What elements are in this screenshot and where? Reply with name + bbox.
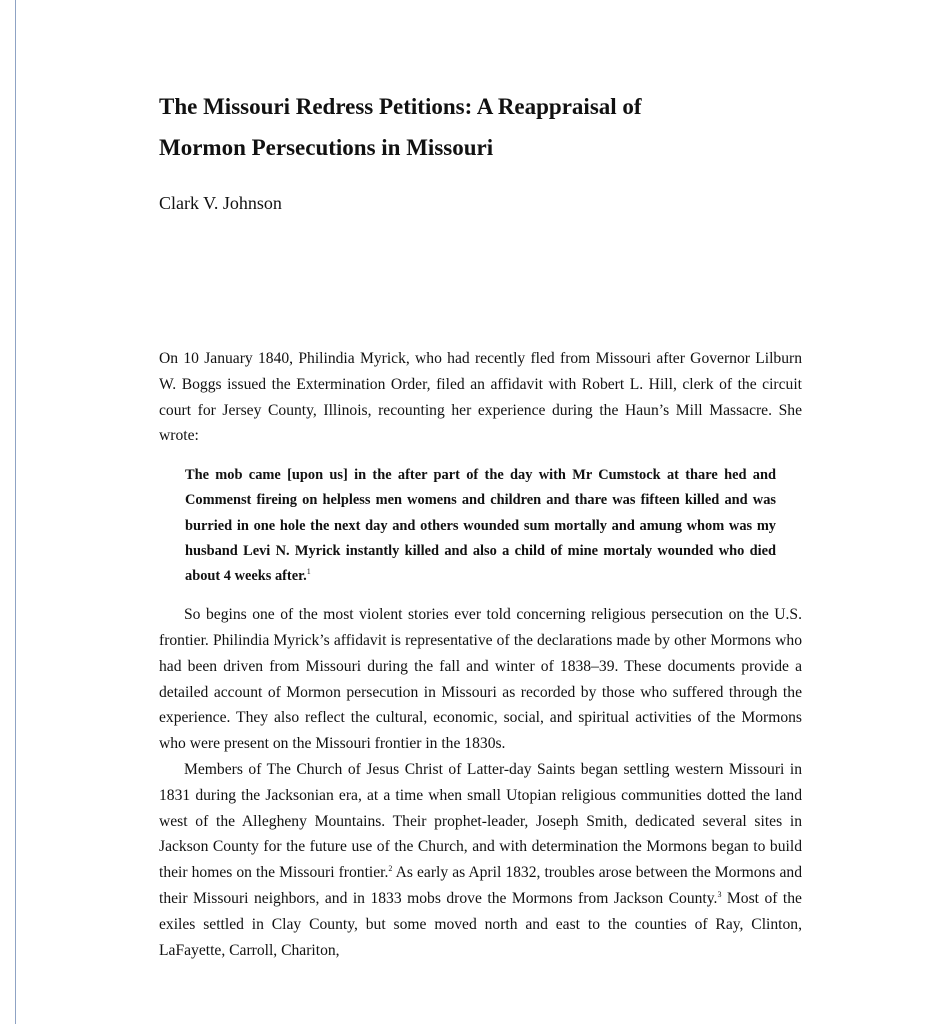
block-quote	[185, 463, 776, 589]
quote-text: The mob came [upon us] in the after part of the day with Mr Cumstock at thare hed and Commenst fireing on helpless men womens and children and thare was fifteen killed and was burried in one hole the next day and others wounded sum mortally and amung whom was my husband Levi N. Myrick instantly killed and also a child of mine mortaly wounded who died about 4 weeks after.	[185, 467, 776, 584]
page-left-edge	[15, 0, 16, 1024]
article-content	[159, 86, 802, 963]
paragraph-3	[159, 757, 802, 963]
intro-paragraph: On 10 January 1840, Philindia Myrick, who had recently fled from Missouri after Governor Lilburn W. Boggs issued the Extermination Order, filed an affidavit with Robert L. Hill, clerk of the circuit court for Jersey County, Illinois, recounting her experience during the Haun’s Mill Massacre. She wrote:	[159, 350, 802, 445]
article-body	[159, 346, 802, 963]
paragraph-2: So begins one of the most violent stories ever told concerning religious persecution on the U.S. frontier. Philindia Myrick’s affidavit is representative of the declarations made by other Mormons who had been driven from Missouri during the fall and winter of 1838–39. These documents provide a detailed account of Mormon persecution in Missouri as recorded by those who suffered through the experience. They also reflect the cultural, economic, social, and spiritual activities of the Mormons who were present on the Missouri frontier in the 1830s.	[159, 606, 802, 753]
footnote-marker-1[interactable]: 1	[306, 567, 311, 576]
title-line-2: Mormon Persecutions in Missouri	[159, 135, 494, 160]
footnote-marker-3[interactable]: 3	[717, 889, 722, 899]
footnote-marker-2[interactable]: 2	[388, 864, 393, 874]
paragraph-3-text-a: Members of The Church of Jesus Christ of Latter-day Saints began settling western Missouri in 1831 during the Jacksonian era, at a time when small Utopian religious communities dotted the land west of the Allegheny Mountains. Their prophet-leader, Joseph Smith, dedicated several sites in Jackson County for the future use of the Church, and with determination the Mormons began to build their homes on the Missouri frontier.	[159, 760, 802, 882]
title-line-1: The Missouri Redress Petitions: A Reappraisal of	[159, 94, 642, 119]
article-title	[159, 86, 802, 168]
paragraph-3-text-c: Most of the exiles settled in Clay County, but some moved north and east to the counties of Ray, Clinton, LaFayette, Carroll, Chariton,	[159, 889, 802, 959]
paragraph-3-text-b: As early as April 1832, troubles arose between the Mormons and their Missouri neighbors, and in 1833 mobs drove the Mormons from Jackson County.	[159, 864, 802, 907]
author-name: Clark V. Johnson	[159, 193, 282, 213]
